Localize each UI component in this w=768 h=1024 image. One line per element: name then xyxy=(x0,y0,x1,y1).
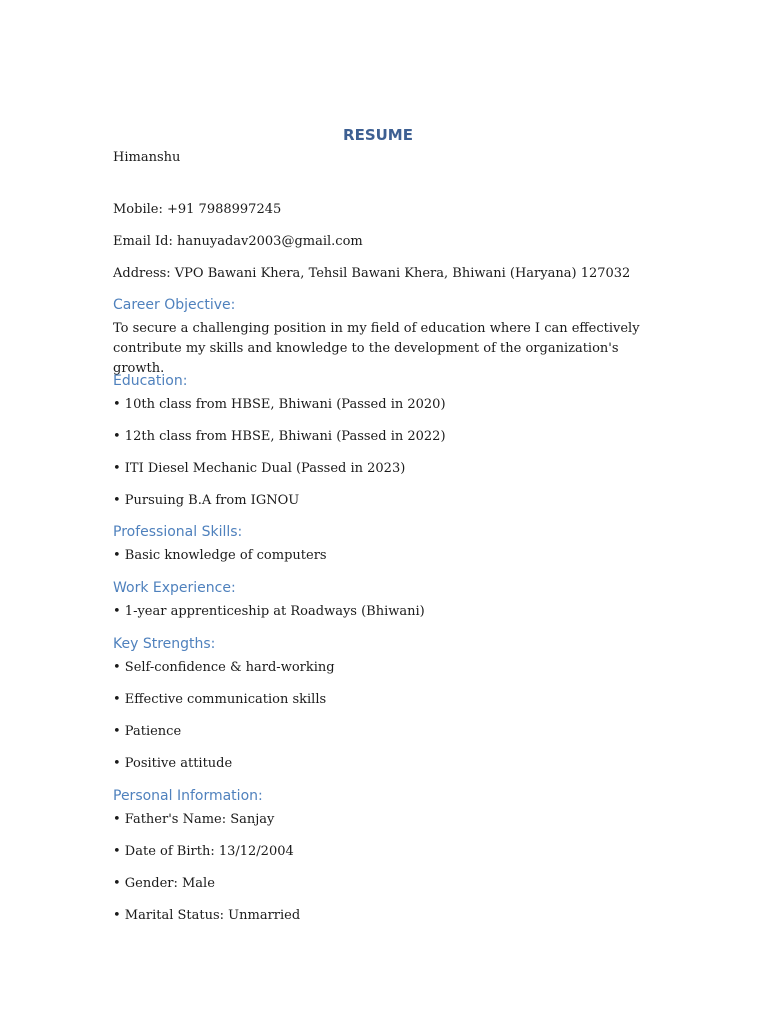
professional-skills-heading: Professional Skills: xyxy=(113,524,243,540)
candidate-name: Himanshu xyxy=(113,150,181,165)
strength-item: • Self-confidence & hard-working xyxy=(113,660,335,675)
strength-item: • Patience xyxy=(113,724,182,739)
career-objective-heading: Career Objective: xyxy=(113,297,236,313)
education-heading: Education: xyxy=(113,373,188,389)
strength-item: • Positive attitude xyxy=(113,756,233,771)
key-strengths-heading: Key Strengths: xyxy=(113,636,216,652)
personal-information-heading: Personal Information: xyxy=(113,788,263,804)
email-line: Email Id: hanuyadav2003@gmail.com xyxy=(113,234,363,249)
education-item: • 10th class from HBSE, Bhiwani (Passed in 2020) xyxy=(113,397,446,412)
page-title: RESUME xyxy=(343,126,413,144)
work-experience-heading: Work Experience: xyxy=(113,580,236,596)
personal-info-item: • Father's Name: Sanjay xyxy=(113,812,275,827)
experience-item: • 1-year apprenticeship at Roadways (Bhiwani) xyxy=(113,604,425,619)
address-line: Address: VPO Bawani Khera, Tehsil Bawani Khera, Bhiwani (Haryana) 127032 xyxy=(113,266,631,281)
personal-info-item: • Marital Status: Unmarried xyxy=(113,908,301,923)
personal-info-item: • Gender: Male xyxy=(113,876,215,891)
strength-item: • Effective communication skills xyxy=(113,692,327,707)
personal-info-item: • Date of Birth: 13/12/2004 xyxy=(113,844,294,859)
mobile-line: Mobile: +91 7988997245 xyxy=(113,202,282,217)
career-objective-text: To secure a challenging position in my field of education where I can effectively contribute my skills and knowledge to the development of the organization's growth. xyxy=(113,321,640,376)
education-item: • ITI Diesel Mechanic Dual (Passed in 2023) xyxy=(113,461,406,476)
education-item: • 12th class from HBSE, Bhiwani (Passed in 2022) xyxy=(113,429,446,444)
skill-item: • Basic knowledge of computers xyxy=(113,548,327,563)
education-item: • Pursuing B.A from IGNOU xyxy=(113,493,300,508)
